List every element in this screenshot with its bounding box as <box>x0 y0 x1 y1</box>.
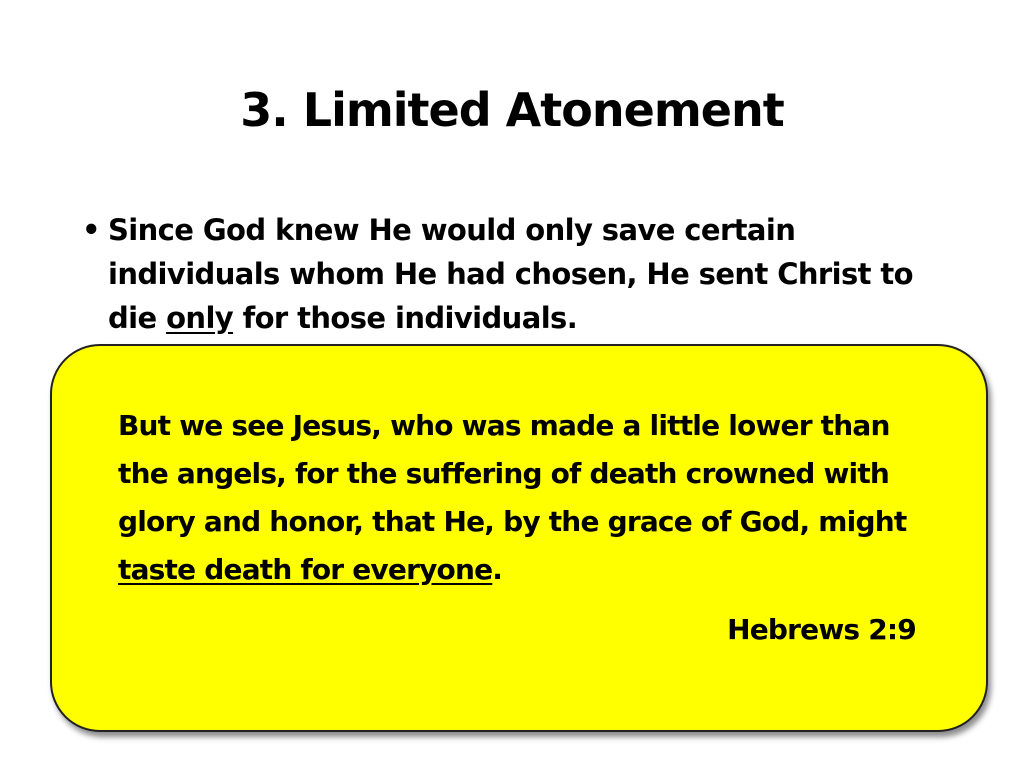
verse-emphasis: taste death for everyone <box>118 553 493 586</box>
verse-text-end: . <box>492 553 503 586</box>
bullet-item <box>78 208 958 340</box>
verse-text-start: But we see Jesus, who was made a little lower than the angels, for the suffering of death crowned with glory and honor, that He, by the grace of God, might <box>118 409 907 538</box>
verse-reference: Hebrews 2:9 <box>727 613 916 646</box>
bullet-text-start: Since God knew He would only save certain individuals whom He had chosen, He sent Christ to die <box>108 213 913 335</box>
bullet-emphasis: only <box>166 301 234 335</box>
slide-title: 3. Limited Atonement <box>240 83 784 137</box>
scripture-callout <box>50 344 988 732</box>
bullet-marker: • <box>82 213 100 247</box>
bullet-list <box>78 208 958 340</box>
verse-text <box>118 402 918 594</box>
bullet-text-end: for those individuals. <box>233 301 578 335</box>
